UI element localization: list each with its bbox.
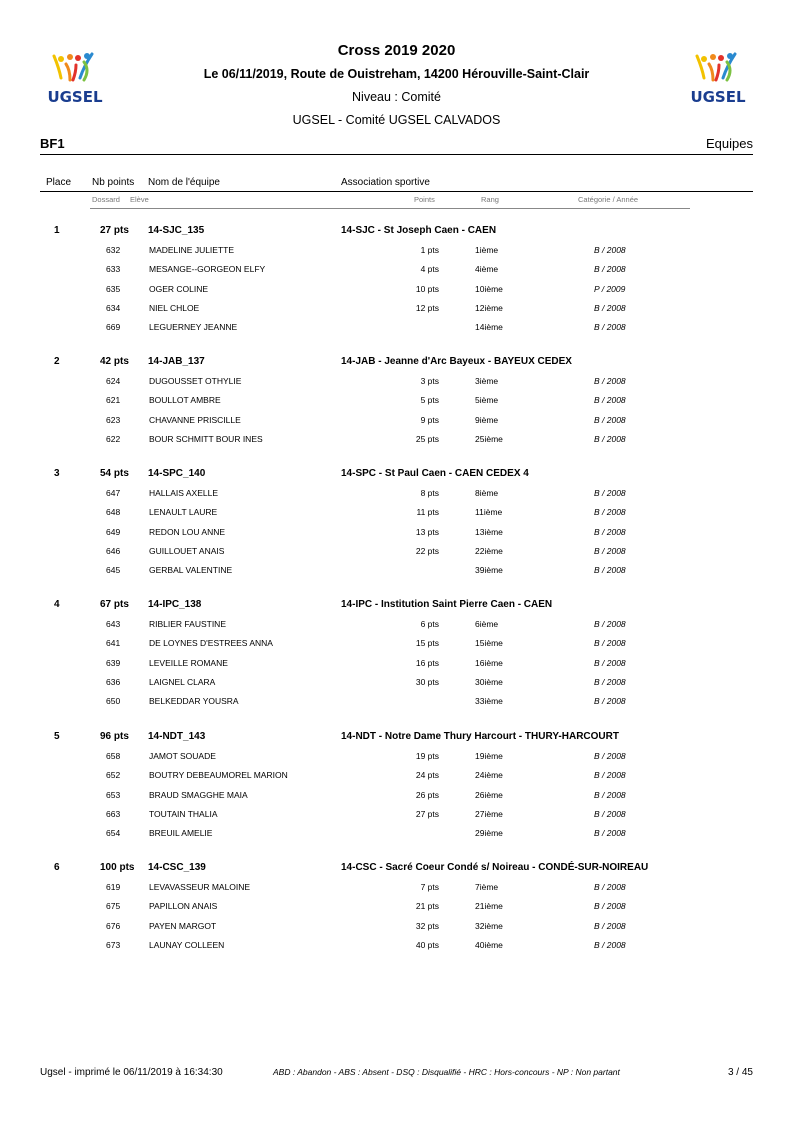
level-label: Niveau : Comité (352, 90, 441, 104)
member-points: 19 pts (415, 751, 439, 761)
member-name: BOULLOT AMBRE (149, 395, 221, 406)
member-dossard: 646 (106, 545, 121, 556)
sub-header-points: Points (414, 195, 435, 204)
col-header-association: Association sportive (341, 177, 430, 188)
member-dossard: 633 (106, 264, 121, 275)
member-category: B / 2008 (594, 507, 626, 518)
member-rank: 11ième (475, 507, 503, 518)
member-category: B / 2008 (594, 751, 626, 761)
member-rank: 30ième (475, 676, 503, 687)
member-category: B / 2008 (594, 676, 626, 687)
category-code: BF1 (40, 136, 65, 151)
team-name: 14-CSC_139 (148, 862, 206, 873)
page-number: 3 / 45 (727, 1067, 753, 1078)
member-points: 24 pts (415, 770, 439, 781)
member-dossard: 648 (106, 507, 121, 518)
member-category: P / 2009 (594, 283, 626, 294)
member-dossard: 652 (106, 770, 121, 781)
member-points: 22 pts (415, 545, 439, 556)
sub-header-eleve: Elève (130, 195, 149, 204)
member-category: B / 2008 (594, 882, 626, 892)
member-name: DE LOYNES D'ESTREES ANNA (149, 638, 273, 649)
member-points: 30 pts (415, 676, 439, 687)
svg-text:UGSEL: UGSEL (47, 88, 103, 106)
team-place: 2 (54, 356, 60, 367)
member-category: B / 2008 (594, 488, 626, 498)
ugsel-logo-left (40, 50, 110, 106)
member-name: OGER COLINE (149, 283, 209, 294)
member-name: PAPILLON ANAIS (149, 901, 218, 912)
member-points: 32 pts (415, 920, 439, 931)
member-points: 26 pts (415, 789, 439, 800)
member-rank: 5ième (475, 395, 499, 406)
member-name: BOUTRY DEBEAUMOREL MARION (149, 770, 288, 781)
member-dossard: 645 (106, 565, 121, 576)
member-points: 4 pts (420, 264, 439, 275)
header-divider (40, 154, 753, 155)
ugsel-logo-icon (683, 50, 753, 106)
member-rank: 24ième (475, 770, 503, 781)
member-points: 27 pts (415, 808, 439, 819)
member-name: PAYEN MARGOT (149, 920, 217, 931)
event-subtitle: Le 06/11/2019, Route de Ouistreham, 14200 Hérouville-Saint-Clair (203, 67, 590, 81)
member-dossard: 675 (106, 901, 121, 912)
team-association: 14-SJC - St Joseph Caen - CAEN (341, 225, 497, 236)
team-place: 6 (54, 862, 60, 873)
member-name: RIBLIER FAUSTINE (149, 619, 226, 629)
member-rank: 22ième (475, 545, 503, 556)
col-header-nb-points: Nb points (92, 177, 135, 188)
member-dossard: 663 (106, 808, 121, 819)
member-rank: 21ième (475, 901, 503, 912)
team-points: 67 pts (100, 599, 129, 610)
member-rank: 16ième (475, 657, 503, 668)
member-dossard: 654 (106, 828, 121, 839)
svg-text:UGSEL: UGSEL (690, 88, 746, 106)
member-dossard: 619 (106, 882, 121, 892)
team-place: 3 (54, 468, 60, 479)
member-rank: 10ième (475, 283, 503, 294)
member-category: B / 2008 (594, 376, 626, 386)
member-name: MADELINE JULIETTE (149, 245, 235, 255)
team-points: 54 pts (100, 468, 129, 479)
member-points: 10 pts (415, 283, 439, 294)
member-points: 40 pts (415, 939, 439, 950)
member-rank: 1ième (475, 245, 499, 255)
member-rank: 9ième (475, 414, 499, 425)
member-dossard: 634 (106, 302, 121, 313)
member-dossard: 643 (106, 619, 121, 629)
member-name: HALLAIS AXELLE (149, 488, 218, 498)
member-dossard: 641 (106, 638, 121, 649)
member-points: 25 pts (415, 433, 439, 444)
member-category: B / 2008 (594, 657, 626, 668)
member-category: B / 2008 (594, 638, 626, 649)
member-rank: 7ième (475, 882, 499, 892)
member-dossard: 669 (106, 322, 121, 333)
member-name: LAIGNEL CLARA (149, 676, 216, 687)
sub-header-rang: Rang (481, 195, 499, 204)
member-rank: 8ième (475, 488, 499, 498)
member-category: B / 2008 (594, 619, 626, 629)
member-points: 15 pts (415, 638, 439, 649)
member-rank: 26ième (475, 789, 503, 800)
team-place: 5 (54, 731, 60, 742)
member-rank: 40ième (475, 939, 503, 950)
team-place: 4 (54, 599, 60, 610)
team-name: 14-JAB_137 (148, 356, 205, 367)
organization-label: UGSEL - Comité UGSEL CALVADOS (292, 113, 501, 127)
member-dossard: 622 (106, 433, 121, 444)
member-points: 16 pts (415, 657, 439, 668)
member-name: LEVAVASSEUR MALOINE (149, 882, 251, 892)
member-category: B / 2008 (594, 808, 626, 819)
member-name: BOUR SCHMITT BOUR INES (149, 433, 263, 444)
member-rank: 32ième (475, 920, 503, 931)
sub-header-dossard: Dossard (92, 195, 120, 204)
member-points: 1 pts (420, 245, 439, 255)
member-points: 12 pts (415, 302, 439, 313)
ugsel-logo-icon (40, 50, 110, 106)
member-name: DUGOUSSET OTHYLIE (149, 376, 242, 386)
member-category: B / 2008 (594, 789, 626, 800)
member-name: MESANGE--GORGEON ELFY (149, 264, 266, 275)
member-category: B / 2008 (594, 920, 626, 931)
document-title: Cross 2019 2020 (337, 42, 456, 59)
team-association: 14-JAB - Jeanne d'Arc Bayeux - BAYEUX CEDEX (341, 356, 572, 367)
member-category: B / 2008 (594, 770, 626, 781)
member-rank: 6ième (475, 619, 499, 629)
member-name: TOUTAIN THALIA (149, 808, 218, 819)
team-association: 14-SPC - St Paul Caen - CAEN CEDEX 4 (341, 468, 529, 479)
sub-header-categorie: Catégorie / Année (578, 195, 639, 204)
member-dossard: 639 (106, 657, 121, 668)
member-name: GUILLOUET ANAIS (149, 545, 225, 556)
member-points: 13 pts (415, 526, 439, 537)
member-dossard: 647 (106, 488, 121, 498)
team-association: 14-CSC - Sacré Coeur Condé s/ Noireau - CONDÉ-SUR-NOIREAU (341, 862, 649, 873)
member-points: 7 pts (420, 882, 439, 892)
member-points: 8 pts (420, 488, 439, 498)
member-rank: 3ième (475, 376, 499, 386)
print-timestamp: Ugsel - imprimé le 06/11/2019 à 16:34:30 (40, 1067, 223, 1078)
member-category: B / 2008 (594, 302, 626, 313)
member-category: B / 2008 (594, 245, 626, 255)
member-rank: 27ième (475, 808, 503, 819)
member-rank: 39ième (475, 565, 503, 576)
member-dossard: 653 (106, 789, 121, 800)
member-rank: 33ième (475, 696, 503, 707)
member-category: B / 2008 (594, 565, 626, 576)
abbreviation-legend: ABD : Abandon - ABS : Absent - DSQ : Disqualifié - HRC : Hors-concours - NP : Non partant (273, 1067, 620, 1077)
member-rank: 25ième (475, 433, 503, 444)
member-category: B / 2008 (594, 414, 626, 425)
member-category: B / 2008 (594, 322, 626, 333)
member-dossard: 621 (106, 395, 121, 406)
member-name: BRAUD SMAGGHE MAIA (149, 789, 248, 800)
member-name: JAMOT SOUADE (149, 751, 216, 761)
team-place: 1 (54, 225, 60, 236)
member-name: BELKEDDAR YOUSRA (149, 696, 239, 707)
member-name: LEVEILLE ROMANE (149, 657, 228, 668)
member-name: LENAULT LAURE (149, 507, 218, 518)
member-rank: 12ième (475, 302, 503, 313)
member-rank: 15ième (475, 638, 503, 649)
member-name: CHAVANNE PRISCILLE (149, 414, 241, 425)
member-rank: 19ième (475, 751, 503, 761)
member-dossard: 635 (106, 283, 121, 294)
team-points: 96 pts (100, 731, 129, 742)
member-points: 6 pts (420, 619, 439, 629)
member-name: REDON LOU ANNE (149, 526, 226, 537)
member-name: BREUIL AMELIE (149, 828, 213, 839)
member-category: B / 2008 (594, 828, 626, 839)
member-category: B / 2008 (594, 433, 626, 444)
view-title: Equipes (706, 136, 753, 151)
column-divider (40, 191, 753, 192)
sub-header-divider (90, 208, 690, 209)
member-points: 9 pts (420, 414, 439, 425)
member-dossard: 673 (106, 939, 121, 950)
member-rank: 13ième (475, 526, 503, 537)
team-points: 100 pts (100, 862, 135, 873)
member-category: B / 2008 (594, 901, 626, 912)
member-name: GERBAL VALENTINE (149, 565, 233, 576)
member-name: NIEL CHLOE (149, 302, 200, 313)
member-category: B / 2008 (594, 696, 626, 707)
member-rank: 29ième (475, 828, 503, 839)
col-header-team-name: Nom de l'équipe (148, 177, 220, 188)
team-association: 14-NDT - Notre Dame Thury Harcourt - THURY-HARCOURT (341, 731, 619, 742)
member-dossard: 649 (106, 526, 121, 537)
team-points: 27 pts (100, 225, 129, 236)
member-category: B / 2008 (594, 545, 626, 556)
member-points: 3 pts (420, 376, 439, 386)
member-dossard: 636 (106, 676, 121, 687)
ugsel-logo-right (683, 50, 753, 106)
member-dossard: 658 (106, 751, 121, 761)
member-dossard: 624 (106, 376, 121, 386)
member-category: B / 2008 (594, 526, 626, 537)
member-rank: 14ième (475, 322, 503, 333)
member-name: LEGUERNEY JEANNE (149, 322, 238, 333)
team-points: 42 pts (100, 356, 129, 367)
member-category: B / 2008 (594, 939, 626, 950)
member-dossard: 650 (106, 696, 121, 707)
team-association: 14-IPC - Institution Saint Pierre Caen - CAEN (341, 599, 553, 610)
member-dossard: 676 (106, 920, 121, 931)
team-name: 14-NDT_143 (148, 731, 206, 742)
member-category: B / 2008 (594, 395, 626, 406)
member-rank: 4ième (475, 264, 499, 275)
member-points: 11 pts (416, 507, 439, 518)
team-name: 14-IPC_138 (148, 599, 202, 610)
member-points: 5 pts (420, 395, 439, 406)
team-name: 14-SJC_135 (148, 225, 205, 236)
col-header-place: Place (46, 177, 72, 188)
member-category: B / 2008 (594, 264, 626, 275)
member-name: LAUNAY COLLEEN (149, 939, 225, 950)
team-name: 14-SPC_140 (148, 468, 206, 479)
member-dossard: 623 (106, 414, 121, 425)
member-dossard: 632 (106, 245, 121, 255)
member-points: 21 pts (415, 901, 439, 912)
